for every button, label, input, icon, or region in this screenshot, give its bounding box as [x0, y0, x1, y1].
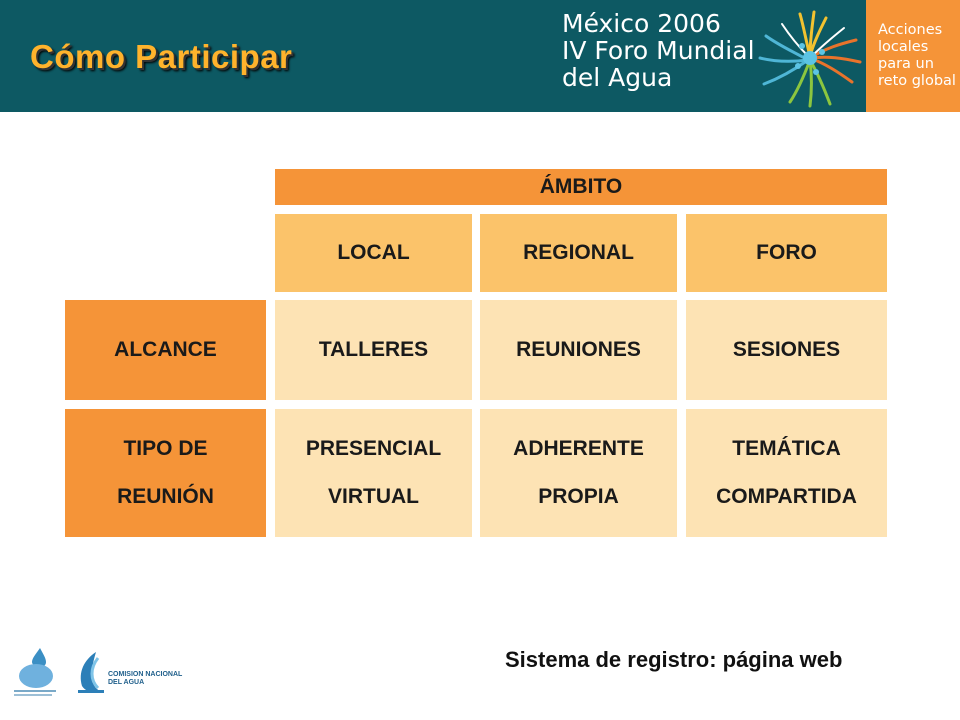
row-header-line: ALCANCE [114, 338, 217, 361]
forum-title-line: del Agua [562, 63, 673, 92]
table-cell [275, 300, 472, 400]
column-header-regional: REGIONAL [480, 214, 677, 292]
ambito-header: ÁMBITO [275, 169, 887, 205]
table-cell [686, 300, 887, 400]
row-header-tipo-de-reunion [65, 409, 266, 537]
forum-title [562, 10, 755, 91]
cell-line: VIRTUAL [328, 485, 419, 508]
cell-line: PRESENCIAL [305, 437, 442, 460]
tagline-line: reto global [878, 73, 956, 89]
conagua-logo-icon [74, 650, 184, 696]
table-cell [275, 409, 472, 537]
row-header-alcance [65, 300, 266, 400]
tagline-panel [866, 0, 960, 112]
table-cell [480, 409, 677, 537]
column-header-foro: FORO [686, 214, 887, 292]
table-cell [686, 409, 887, 537]
cell-line: COMPARTIDA [716, 485, 857, 508]
cell-line: REUNIONES [516, 338, 641, 361]
cell-line: SESIONES [732, 338, 841, 361]
tagline-line: locales [878, 39, 929, 55]
forum-title-line: México 2006 [562, 9, 721, 38]
cell-line: ADHERENTE [513, 437, 644, 460]
column-header-local: LOCAL [275, 214, 472, 292]
forum-title-line: IV Foro Mundial [562, 36, 755, 65]
table-cell [480, 300, 677, 400]
tagline-line: para un [878, 56, 934, 72]
water-drop-logo-icon [10, 646, 60, 700]
tagline-line: Acciones [878, 22, 943, 38]
registration-note: Sistema de registro: página web [505, 647, 843, 672]
cell-line: PROPIA [538, 485, 619, 508]
row-header-line: REUNIÓN [117, 485, 214, 508]
conagua-name-line: COMISION NACIONAL [108, 671, 183, 678]
cell-line: TEMÁTICA [732, 437, 841, 460]
tagline [878, 22, 956, 90]
cell-line: TALLERES [318, 338, 429, 361]
page-title: Cómo Participar [30, 38, 293, 75]
forum-logo-icon [756, 6, 864, 110]
header-bar [0, 0, 866, 112]
row-header-line: TIPO DE [123, 437, 208, 460]
conagua-name-line: DEL AGUA [108, 679, 145, 686]
